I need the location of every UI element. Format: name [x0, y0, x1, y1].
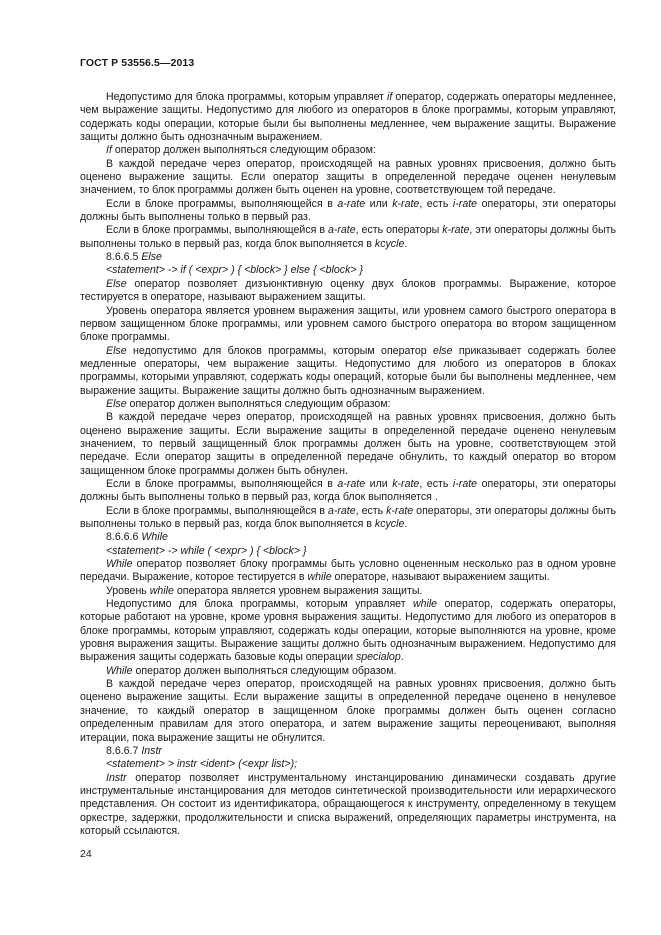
page-number: 24: [80, 848, 92, 860]
section-heading: 8.6.6.5 Else: [106, 251, 162, 264]
paragraph: Если в блоке программы, выполняющейся в a-rate, есть k-rate операторы, эти операторы должны быть выполнены только в первый раз, когда блок выполняется в kcycle.: [80, 504, 616, 530]
syntax-line: <statement> > instr <ident> (<expr list>);: [106, 758, 298, 771]
paragraph: Уровень while оператора является уровнем выражения защиты.: [106, 584, 423, 597]
paragraph: Else оператор должен выполняться следующим образом:: [106, 397, 391, 410]
syntax-line: <statement> -> if ( <expr> ) { <block> } else { <block> }: [106, 264, 364, 277]
paragraph: While оператор позволяет блоку программы быть условно оцененным несколько раз в одном уровне передачи. Выражение, которое тестируется в while операторе, называют выражением защиты.: [80, 558, 616, 584]
syntax-line: <statement> -> while ( <expr> ) { <block> }: [106, 544, 307, 557]
paragraph: В каждой передаче через оператор, происходящей на равных уровнях присвоения, должно быть оценено выражение защиты. Если оператор защиты в определенной передаче оценен ненулевым значением, то блок программы должен быть оценен на уровне, соответствующем той передаче.: [80, 157, 616, 197]
paragraph: Else оператор позволяет дизъюнктивную оценку двух блоков программы. Выражение, которое тестируется в операторе, называют выражением защиты.: [80, 277, 616, 304]
document-body: [80, 91, 616, 838]
paragraph: Else недопустимо для блоков программы, которым оператор else приказывает содержать более медленные операторы, чем выражение защиты. Недопустимо для любого из операторов в блоках программы, которыми управляют, содержать коды операций, которые были бы выполнены медленнее, чем выражение защиты. Выражение защиты должно быть однозначным выражением.: [80, 344, 616, 397]
paragraph: Недопустимо для блока программы, которым управляет if оператор, содержать операторы медленнее, чем выражение защиты. Недопустимо для любого из операторов в блоке программы, которым управляют, содержать коды операции, которые были бы выполнены медленнее, чем выражение защиты. Выражение защиты должно быть однозначным выражением.: [80, 91, 616, 144]
paragraph: В каждой передаче через оператор, происходящей на равных уровнях присвоения, должно быть оценено выражение защиты. Если выражение защиты в определенной передаче оценено в ненулевое значение, то каждый оператор в защищенном блоке программы должен быть оценен согласно определенным правилам для этого оператора, и затем выражение защиты переоценивают, выполняя итерации, пока выражение защиты не обнулится.: [80, 678, 616, 744]
paragraph: Если в блоке программы, выполняющейся в a-rate или k-rate, есть i-rate операторы, эти операторы должны быть выполнены только в первый раз, когда блок выполняется .: [80, 477, 616, 504]
standard-header: ГОСТ Р 53556.5—2013: [80, 57, 195, 69]
section-heading: 8.6.6.6 While: [106, 531, 168, 544]
paragraph: В каждой передаче через оператор, происходящей на равных уровнях присвоения, должно быть оценено выражение защиты. Если выражение защиты в определенной передаче оценено ненулевым значением, то первый защищенный блок программы должен быть на уровне, соответствующем этой передаче. Если оператор защиты в определенной передаче обнулить, то каждый оператор во втором защищенном блоке программы должен быть обнулен.: [80, 411, 616, 477]
paragraph: Если в блоке программы, выполняющейся в a-rate или k-rate, есть i-rate операторы, эти операторы должны быть выполнены только в первый раз.: [80, 197, 616, 224]
paragraph: Если в блоке программы, выполняющейся в a-rate, есть операторы k-rate, эти операторы должны быть выполнены только в первый раз, когда блок выполняется в kcycle.: [80, 224, 616, 250]
paragraph: Недопустимо для блока программы, которым управляет while оператор, содержать операторы, которые работают на уровне, кроме уровня выражения защиты. Недопустимо для любого из операторов в блоке программы, которым управляют, содержать коды операции, которые выполняются на уровне, кроме уровня выражения защиты. Выражение защиты должно быть однозначным выражением. Недопустимо для выражения защиты содержать базовые коды операции specialop.: [80, 598, 616, 664]
section-heading: 8.6.6.7 Instr: [106, 744, 162, 757]
paragraph: If оператор должен выполняться следующим образом:: [106, 144, 376, 157]
paragraph: Instr оператор позволяет инструментальному инстанцированию динамически создавать другие инструментальные инстанцирования для методов синтетической производительности или иерархического представления. Он состоит из идентификатора, обращающегося к инструменту, определенному в текущем оркестре, задержки, продолжительности и списка выражений, определяющих параметры инструмента, на который ссылаются.: [80, 771, 616, 837]
paragraph: Уровень оператора является уровнем выражения защиты, или уровнем самого быстрого оператора в первом защищенном блоке программы, или уровнем самого быстрого оператора во втором защищенном блоке программы.: [80, 304, 616, 344]
paragraph: While оператор должен выполняться следующим образом.: [106, 664, 397, 677]
